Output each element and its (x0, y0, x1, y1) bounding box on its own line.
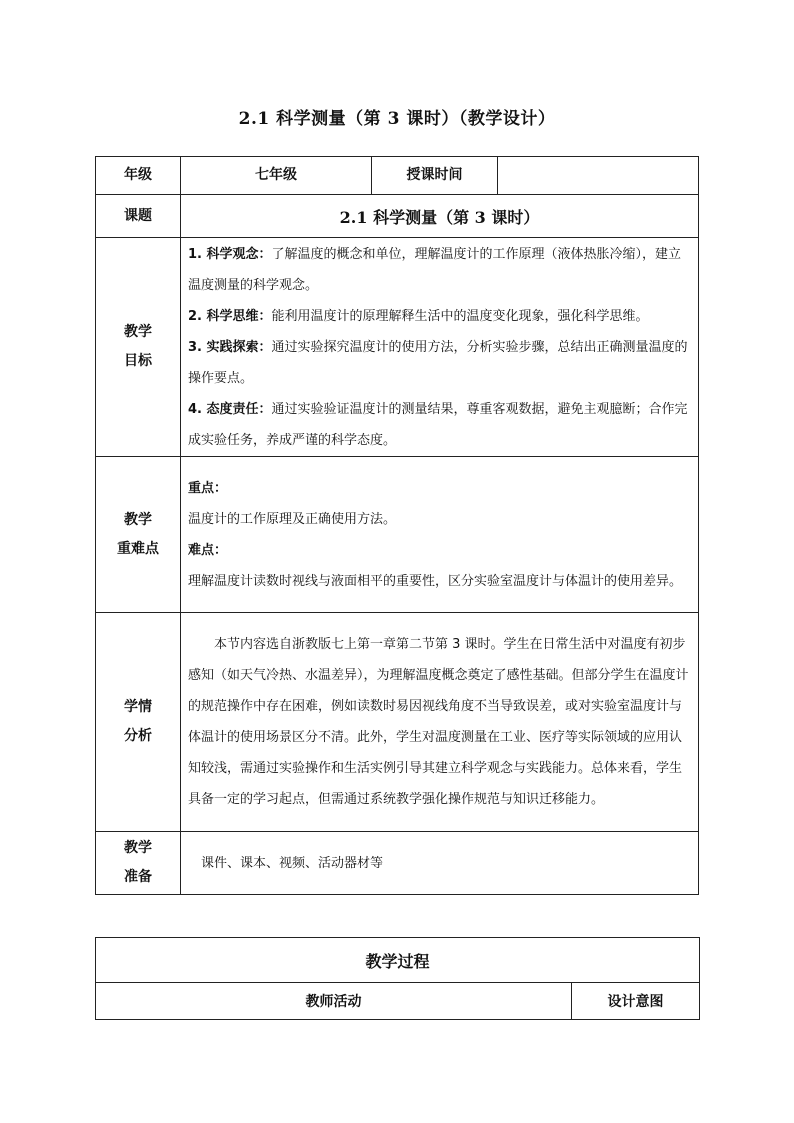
grade-value: 七年级 (181, 157, 372, 195)
topic-value: 2.1 科学测量（第 3 课时） (181, 195, 699, 238)
objective-item (188, 332, 692, 394)
grade-row (96, 157, 699, 195)
preparation-text: 课件、课本、视频、活动器材等 (181, 832, 699, 895)
objective-text: 通过实验探究温度计的使用方法，分析实验步骤，总结出正确测量温度的操作要点。 (188, 339, 688, 386)
process-title-row (96, 938, 700, 983)
key-points-row (96, 457, 699, 613)
class-time-value (498, 157, 699, 195)
objective-item (188, 394, 692, 456)
objective-text: 了解温度的概念和单位，理解温度计的工作原理（液体热胀冷缩），建立温度测量的科学观念。 (188, 246, 682, 293)
document-title: 2.1 科学测量（第 3 课时）（教学设计） (238, 109, 556, 129)
focus-heading-text: 重点： (188, 480, 228, 496)
focus-heading (188, 473, 692, 504)
process-header-row (96, 983, 700, 1020)
class-time-label: 授课时间 (372, 157, 498, 195)
objective-heading: 4. 态度责任： (188, 401, 272, 417)
difficulty-heading-text: 难点： (188, 542, 228, 558)
preparation-row (96, 832, 699, 895)
objective-item (188, 301, 692, 332)
key-points-label-line1: 教学 (124, 511, 152, 528)
objectives-content (181, 238, 699, 457)
difficulty-heading (188, 535, 692, 566)
preparation-label (96, 832, 181, 895)
learner-analysis-row (96, 613, 699, 832)
key-points-label (96, 457, 181, 613)
objectives-label-line2: 目标 (124, 353, 152, 369)
preparation-label-line1: 教学 (124, 840, 152, 856)
key-points-content (181, 457, 699, 613)
preparation-label-line2: 准备 (124, 869, 152, 885)
learner-analysis-label-line2: 分析 (124, 728, 152, 744)
topic-row (96, 195, 699, 238)
objectives-row (96, 238, 699, 457)
teaching-process-table (95, 937, 700, 1020)
topic-label: 课题 (96, 195, 181, 238)
key-points-label-line2: 重难点 (117, 540, 159, 557)
focus-text: 温度计的工作原理及正确使用方法。 (188, 511, 397, 527)
learner-analysis-content (181, 613, 699, 832)
learner-analysis-label (96, 613, 181, 832)
teacher-activity-header: 教师活动 (96, 983, 572, 1020)
lesson-info-table (95, 156, 699, 895)
objective-heading: 2. 科学思维： (188, 308, 272, 324)
grade-label: 年级 (96, 157, 181, 195)
design-intent-header: 设计意图 (572, 983, 700, 1020)
objective-heading: 3. 实践探索： (188, 339, 272, 355)
objective-heading: 1. 科学观念： (188, 246, 272, 262)
objective-text: 通过实验验证温度计的测量结果，尊重客观数据，避免主观臆断；合作完成实验任务，养成严谨的科学态度。 (188, 401, 688, 448)
objective-text: 能利用温度计的原理解释生活中的温度变化现象，强化科学思维。 (271, 308, 649, 324)
difficulty-text: 理解温度计读数时视线与液面相平的重要性，区分实验室温度计与体温计的使用差异。 (188, 573, 683, 589)
learner-analysis-text: 本节内容选自浙教版七上第一章第二节第 3 课时。学生在日常生活中对温度有初步感知（如天气冷热、水温差异），为理解温度概念奠定了感性基础。但部分学生在温度计的规范操作中存在困难，例如读数时易因视线角度不当导致误差，或对实验室温度计与体温计的使用场景区分不清。此外，学生对温度测量在工业、医疗等实际领域的应用认知较浅，需通过实验操作和生活实例引导其建立科学观念与实践能力。总体来看，学生具备一定的学习起点，但需通过系统教学强化操作规范与知识迁移能力。 (188, 637, 689, 807)
learner-analysis-label-line1: 学情 (124, 699, 152, 715)
objectives-label-line1: 教学 (124, 324, 152, 340)
objective-item (188, 239, 692, 301)
process-title: 教学过程 (96, 938, 700, 983)
objectives-label (96, 238, 181, 457)
